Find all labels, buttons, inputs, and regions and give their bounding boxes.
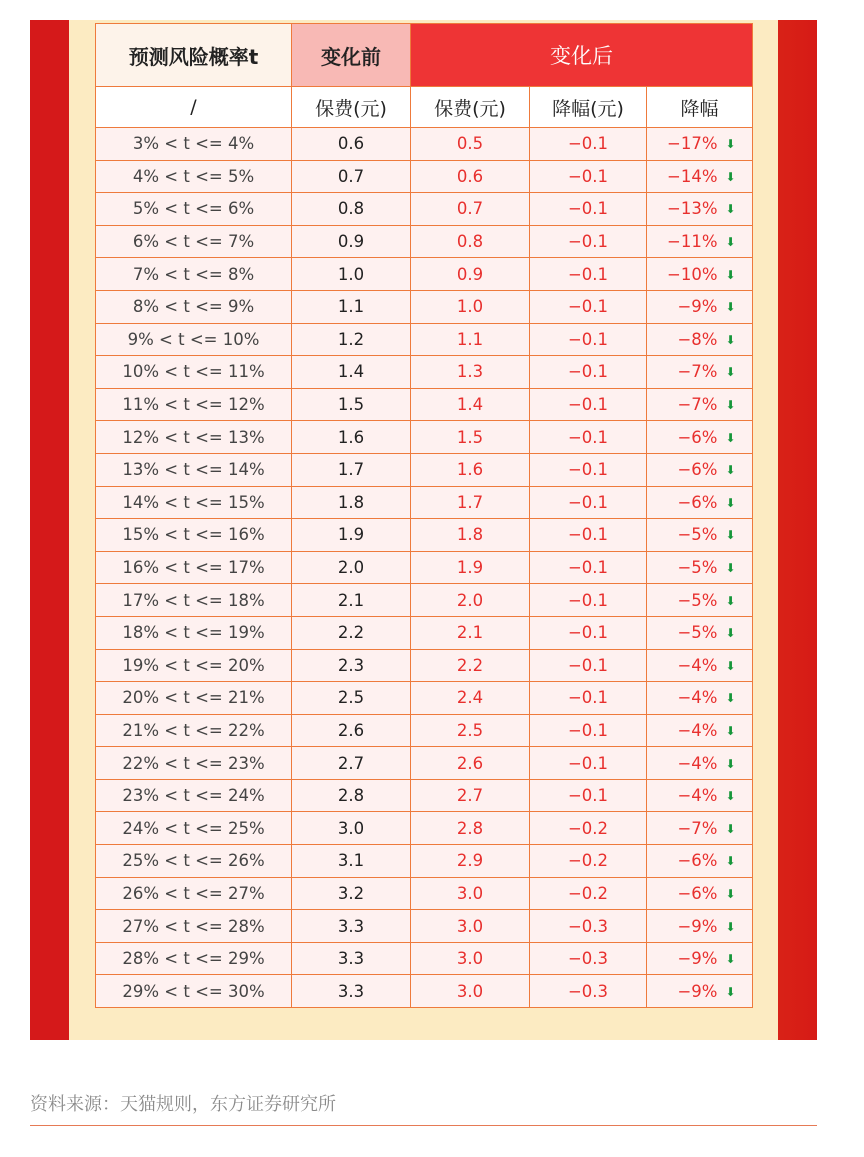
drop-percent-cell (647, 258, 753, 291)
premium-after-cell: 2.0 (411, 584, 530, 617)
risk-range-cell: 20% < t <= 21% (96, 682, 292, 715)
drop-amount-cell: −0.1 (530, 356, 647, 389)
risk-range-cell: 8% < t <= 9% (96, 290, 292, 323)
premium-after-cell: 3.0 (411, 975, 530, 1008)
risk-range-cell: 9% < t <= 10% (96, 323, 292, 356)
drop-percent-cell (647, 845, 753, 878)
premium-before-cell: 1.2 (292, 323, 411, 356)
premium-before-cell: 0.9 (292, 225, 411, 258)
drop-percent-value: −6% (677, 851, 718, 871)
drop-percent-value: −9% (677, 981, 718, 1001)
drop-amount-cell: −0.2 (530, 877, 647, 910)
premium-after-cell: 0.8 (411, 225, 530, 258)
down-arrow-icon: ⬇ (725, 984, 736, 999)
drop-percent-value: −4% (677, 753, 718, 773)
premium-after-cell: 2.4 (411, 682, 530, 715)
drop-percent-cell (647, 975, 753, 1008)
drop-amount-cell: −0.1 (530, 453, 647, 486)
table-row (96, 388, 753, 421)
down-arrow-icon: ⬇ (725, 723, 736, 738)
premium-after-cell: 0.6 (411, 160, 530, 193)
down-arrow-icon: ⬇ (725, 430, 736, 445)
drop-percent-cell (647, 486, 753, 519)
table-row (96, 845, 753, 878)
table-row (96, 453, 753, 486)
premium-before-cell: 1.0 (292, 258, 411, 291)
table-row (96, 356, 753, 389)
risk-range-cell: 7% < t <= 8% (96, 258, 292, 291)
risk-range-cell: 21% < t <= 22% (96, 714, 292, 747)
premium-after-cell: 2.6 (411, 747, 530, 780)
down-arrow-icon: ⬇ (725, 658, 736, 673)
drop-percent-cell (647, 453, 753, 486)
risk-range-cell: 16% < t <= 17% (96, 551, 292, 584)
header-after-change: 变化后 (411, 24, 753, 87)
table-row (96, 616, 753, 649)
drop-percent-cell (647, 877, 753, 910)
drop-percent-value: −4% (677, 720, 718, 740)
table-row (96, 290, 753, 323)
down-arrow-icon: ⬇ (725, 626, 736, 641)
risk-range-cell: 27% < t <= 28% (96, 910, 292, 943)
source-note: 资料来源：天猫规则，东方证券研究所 (30, 1094, 336, 1115)
table-row (96, 910, 753, 943)
premium-after-cell: 1.9 (411, 551, 530, 584)
premium-after-cell: 2.9 (411, 845, 530, 878)
table-row (96, 584, 753, 617)
risk-range-cell: 24% < t <= 25% (96, 812, 292, 845)
down-arrow-icon: ⬇ (725, 137, 736, 152)
premium-before-cell: 1.6 (292, 421, 411, 454)
drop-percent-value: −9% (677, 916, 718, 936)
drop-percent-value: −4% (677, 655, 718, 675)
table-row (96, 519, 753, 552)
drop-amount-cell: −0.2 (530, 812, 647, 845)
header-risk-probability: 预测风险概率t (96, 24, 292, 87)
premium-before-cell: 2.8 (292, 779, 411, 812)
down-arrow-icon: ⬇ (725, 528, 736, 543)
drop-percent-cell (647, 616, 753, 649)
premium-before-cell: 2.0 (292, 551, 411, 584)
risk-range-cell: 17% < t <= 18% (96, 584, 292, 617)
down-arrow-icon: ⬇ (725, 919, 736, 934)
drop-percent-cell (647, 128, 753, 161)
premium-after-cell: 2.7 (411, 779, 530, 812)
drop-percent-value: −8% (677, 329, 718, 349)
drop-percent-cell (647, 779, 753, 812)
risk-range-cell: 3% < t <= 4% (96, 128, 292, 161)
down-arrow-icon: ⬇ (725, 332, 736, 347)
drop-amount-cell: −0.1 (530, 519, 647, 552)
premium-before-cell: 1.9 (292, 519, 411, 552)
drop-amount-cell: −0.1 (530, 258, 647, 291)
header-before-change: 变化前 (292, 24, 411, 87)
drop-amount-cell: −0.3 (530, 975, 647, 1008)
table-row (96, 975, 753, 1008)
risk-range-cell: 4% < t <= 5% (96, 160, 292, 193)
down-arrow-icon: ⬇ (725, 267, 736, 282)
drop-percent-value: −7% (677, 362, 718, 382)
drop-percent-value: −7% (677, 395, 718, 415)
premium-change-table (95, 23, 753, 1008)
premium-after-cell: 1.6 (411, 453, 530, 486)
premium-after-cell: 3.0 (411, 942, 530, 975)
drop-amount-cell: −0.1 (530, 290, 647, 323)
drop-percent-value: −4% (677, 786, 718, 806)
drop-percent-value: −7% (677, 818, 718, 838)
risk-range-cell: 14% < t <= 15% (96, 486, 292, 519)
drop-percent-value: −10% (667, 264, 718, 284)
subheader-slash: / (96, 87, 292, 128)
premium-before-cell: 3.3 (292, 975, 411, 1008)
drop-percent-value: −14% (667, 166, 718, 186)
premium-after-cell: 0.9 (411, 258, 530, 291)
premium-before-cell: 1.8 (292, 486, 411, 519)
premium-after-cell: 1.0 (411, 290, 530, 323)
premium-after-cell: 3.0 (411, 910, 530, 943)
risk-range-cell: 15% < t <= 16% (96, 519, 292, 552)
subheader-premium-after: 保费(元) (411, 87, 530, 128)
premium-before-cell: 0.6 (292, 128, 411, 161)
premium-before-cell: 0.8 (292, 193, 411, 226)
premium-after-cell: 1.1 (411, 323, 530, 356)
premium-after-cell: 1.5 (411, 421, 530, 454)
table-row (96, 649, 753, 682)
premium-after-cell: 2.8 (411, 812, 530, 845)
risk-range-cell: 6% < t <= 7% (96, 225, 292, 258)
drop-amount-cell: −0.1 (530, 747, 647, 780)
drop-amount-cell: −0.1 (530, 714, 647, 747)
drop-percent-cell (647, 421, 753, 454)
drop-amount-cell: −0.1 (530, 486, 647, 519)
drop-amount-cell: −0.2 (530, 845, 647, 878)
drop-percent-cell (647, 682, 753, 715)
premium-after-cell: 0.7 (411, 193, 530, 226)
drop-percent-cell (647, 584, 753, 617)
risk-range-cell: 13% < t <= 14% (96, 453, 292, 486)
drop-percent-value: −5% (677, 525, 718, 545)
premium-after-cell: 0.5 (411, 128, 530, 161)
table-row (96, 714, 753, 747)
drop-percent-cell (647, 160, 753, 193)
risk-range-cell: 28% < t <= 29% (96, 942, 292, 975)
down-arrow-icon: ⬇ (725, 886, 736, 901)
table-row (96, 779, 753, 812)
drop-percent-value: −11% (667, 232, 718, 252)
drop-percent-cell (647, 942, 753, 975)
premium-before-cell: 2.3 (292, 649, 411, 682)
drop-percent-value: −6% (677, 460, 718, 480)
table-row (96, 128, 753, 161)
down-arrow-icon: ⬇ (725, 821, 736, 836)
premium-after-cell: 3.0 (411, 877, 530, 910)
drop-amount-cell: −0.3 (530, 942, 647, 975)
down-arrow-icon: ⬇ (725, 756, 736, 771)
down-arrow-icon: ⬇ (725, 463, 736, 478)
drop-amount-cell: −0.1 (530, 421, 647, 454)
drop-amount-cell: −0.1 (530, 649, 647, 682)
drop-percent-value: −6% (677, 492, 718, 512)
premium-before-cell: 3.2 (292, 877, 411, 910)
drop-amount-cell: −0.1 (530, 682, 647, 715)
down-arrow-icon: ⬇ (725, 854, 736, 869)
drop-percent-value: −6% (677, 427, 718, 447)
drop-amount-cell: −0.1 (530, 388, 647, 421)
drop-amount-cell: −0.3 (530, 910, 647, 943)
drop-percent-cell (647, 519, 753, 552)
down-arrow-icon: ⬇ (725, 169, 736, 184)
table-row (96, 160, 753, 193)
drop-amount-cell: −0.1 (530, 128, 647, 161)
premium-after-cell: 2.2 (411, 649, 530, 682)
subheader-premium-before: 保费(元) (292, 87, 411, 128)
down-arrow-icon: ⬇ (725, 202, 736, 217)
drop-percent-value: −9% (677, 297, 718, 317)
table-row (96, 421, 753, 454)
premium-before-cell: 3.3 (292, 910, 411, 943)
premium-before-cell: 1.7 (292, 453, 411, 486)
drop-percent-cell (647, 388, 753, 421)
drop-amount-cell: −0.1 (530, 160, 647, 193)
drop-percent-cell (647, 910, 753, 943)
down-arrow-icon: ⬇ (725, 495, 736, 510)
table-row (96, 323, 753, 356)
down-arrow-icon: ⬇ (725, 365, 736, 380)
risk-range-cell: 19% < t <= 20% (96, 649, 292, 682)
risk-range-cell: 25% < t <= 26% (96, 845, 292, 878)
premium-before-cell: 2.6 (292, 714, 411, 747)
premium-before-cell: 2.2 (292, 616, 411, 649)
drop-percent-value: −5% (677, 558, 718, 578)
premium-before-cell: 3.0 (292, 812, 411, 845)
drop-percent-value: −5% (677, 623, 718, 643)
risk-range-cell: 11% < t <= 12% (96, 388, 292, 421)
premium-before-cell: 1.5 (292, 388, 411, 421)
premium-before-cell: 2.1 (292, 584, 411, 617)
drop-percent-value: −17% (667, 134, 718, 154)
drop-amount-cell: −0.1 (530, 225, 647, 258)
table-row (96, 812, 753, 845)
drop-amount-cell: −0.1 (530, 584, 647, 617)
drop-percent-value: −5% (677, 590, 718, 610)
premium-after-cell: 2.1 (411, 616, 530, 649)
divider-line (30, 1125, 817, 1126)
premium-after-cell: 1.7 (411, 486, 530, 519)
premium-before-cell: 3.3 (292, 942, 411, 975)
premium-before-cell: 3.1 (292, 845, 411, 878)
drop-percent-value: −13% (667, 199, 718, 219)
subheader-drop-percent: 降幅 (647, 87, 753, 128)
table-row (96, 877, 753, 910)
table-subheader-row (96, 87, 753, 128)
drop-percent-cell (647, 812, 753, 845)
premium-before-cell: 1.4 (292, 356, 411, 389)
subheader-drop-amount: 降幅(元) (530, 87, 647, 128)
down-arrow-icon: ⬇ (725, 300, 736, 315)
drop-amount-cell: −0.1 (530, 551, 647, 584)
table-row (96, 193, 753, 226)
premium-after-cell: 2.5 (411, 714, 530, 747)
drop-percent-cell (647, 649, 753, 682)
down-arrow-icon: ⬇ (725, 593, 736, 608)
risk-range-cell: 26% < t <= 27% (96, 877, 292, 910)
risk-range-cell: 23% < t <= 24% (96, 779, 292, 812)
drop-percent-cell (647, 290, 753, 323)
risk-range-cell: 5% < t <= 6% (96, 193, 292, 226)
drop-amount-cell: −0.1 (530, 323, 647, 356)
drop-amount-cell: −0.1 (530, 779, 647, 812)
premium-before-cell: 2.7 (292, 747, 411, 780)
risk-range-cell: 29% < t <= 30% (96, 975, 292, 1008)
down-arrow-icon: ⬇ (725, 952, 736, 967)
drop-percent-cell (647, 747, 753, 780)
premium-before-cell: 0.7 (292, 160, 411, 193)
drop-percent-cell (647, 356, 753, 389)
drop-percent-cell (647, 551, 753, 584)
down-arrow-icon: ⬇ (725, 561, 736, 576)
risk-range-cell: 22% < t <= 23% (96, 747, 292, 780)
down-arrow-icon: ⬇ (725, 691, 736, 706)
table-row (96, 486, 753, 519)
drop-amount-cell: −0.1 (530, 193, 647, 226)
drop-percent-cell (647, 323, 753, 356)
table-row (96, 747, 753, 780)
down-arrow-icon: ⬇ (725, 398, 736, 413)
premium-after-cell: 1.3 (411, 356, 530, 389)
premium-before-cell: 1.1 (292, 290, 411, 323)
table-header-row (96, 24, 753, 87)
risk-range-cell: 18% < t <= 19% (96, 616, 292, 649)
premium-after-cell: 1.8 (411, 519, 530, 552)
drop-amount-cell: −0.1 (530, 616, 647, 649)
down-arrow-icon: ⬇ (725, 789, 736, 804)
drop-percent-cell (647, 714, 753, 747)
drop-percent-value: −9% (677, 949, 718, 969)
drop-percent-cell (647, 193, 753, 226)
premium-after-cell: 1.4 (411, 388, 530, 421)
table-row (96, 551, 753, 584)
table-row (96, 682, 753, 715)
drop-percent-cell (647, 225, 753, 258)
premium-before-cell: 2.5 (292, 682, 411, 715)
drop-percent-value: −6% (677, 883, 718, 903)
table-row (96, 225, 753, 258)
table-row (96, 258, 753, 291)
risk-range-cell: 12% < t <= 13% (96, 421, 292, 454)
down-arrow-icon: ⬇ (725, 235, 736, 250)
drop-percent-value: −4% (677, 688, 718, 708)
risk-range-cell: 10% < t <= 11% (96, 356, 292, 389)
table-row (96, 942, 753, 975)
